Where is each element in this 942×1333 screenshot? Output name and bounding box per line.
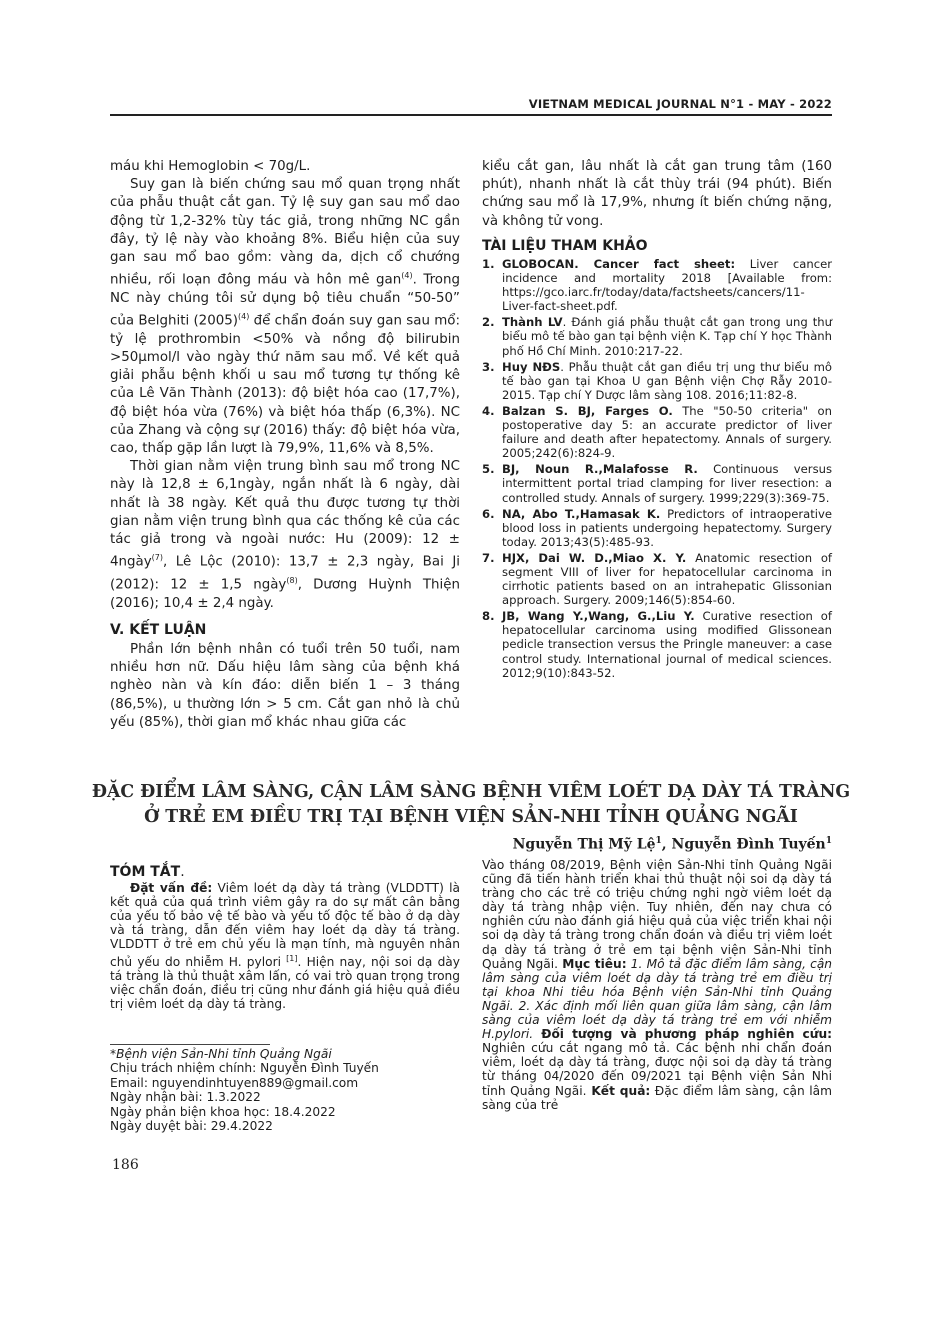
date-review: Ngày phản biện khoa học: 18.4.2022 — [110, 1104, 336, 1119]
paragraph: máu khi Hemoglobin < 70g/L. — [110, 159, 311, 174]
reference-item: 1. GLOBOCAN. Cancer fact sheet: Liver cancer incidence and mortality 2018 [Available from: https://gco.iarc.fr/today/data/factsheets/cancers/11-Liver-fact-sheet.pdf. — [482, 257, 832, 314]
journal-header: VIETNAM MEDICAL JOURNAL N°1 - MAY - 2022 — [528, 97, 832, 111]
corresponding-author: Chịu trách nhiệm chính: Nguyễn Đình Tuyến — [110, 1061, 379, 1076]
email: Email: nguyendinhtuyen889@gmail.com — [110, 1075, 359, 1090]
abstract-left — [110, 865, 460, 1011]
reference-item: 5. BJ, Noun R.,Malafosse R. Continuous versus intermittent portal triad clamping for liver resection: a controlled study. Annals of surgery. 1999;229(3):369-75. — [482, 462, 832, 505]
reference-item: 7. HJX, Dai W. D.,Miao X. Y. Anatomic resection of segment VIII of liver for hepatocellular carcinoma in cirrhotic patients based on an intrahepatic Glissonian approach. Surgery. 2009;146(5):854-60. — [482, 550, 832, 608]
reference-item: 3. Huy NĐS. Phẫu thuật cắt gan điều trị ung thư biểu mô tế bào gan tại Khoa U gan Bệnh viện Chợ Rẫy 2010-2015. Tạp chí Y Dược lâm sàng 108. 2016;11:82-8. — [482, 359, 832, 402]
abstract-heading: TÓM TẮT. — [110, 864, 185, 880]
paragraph: Đặt vấn đề: Viêm loét dạ dày tá tràng (VLDDTT) là kết quả của quá trình viêm gây ra do sự mất cân bằng của yếu tố bảo vệ tế bào và yếu tố độc tế bào ở dạ dày và tá tràng, dẫn đến viêm hay loét dạ dày tá tràng. VLDDTT ở trẻ em chủ yếu là mạn tính, mà nguyên nhân chủ yếu do nhiễm H. pylori [1]. Hiện nay, nội soi dạ dày tá tràng là thủ thuật xâm lấn, có vai trò quan trọng trong việc chẩn đoán, điều trị cũng như đánh giá hiệu quả điều trị viêm loét dạ dày tá tràng. — [110, 881, 460, 1011]
date-received: Ngày nhận bài: 1.3.2022 — [110, 1090, 261, 1105]
reference-item: 6. NA, Abo T.,Hamasak K. Predictors of intraoperative blood loss in patients undergoing hepatectomy. Surgery today. 2013;43(5):485-93. — [482, 506, 832, 549]
article-title-line: ĐẶC ĐIỂM LÂM SÀNG, CẬN LÂM SÀNG BỆNH VIÊM LOÉT DẠ DÀY TÁ TRÀNG — [91, 782, 851, 802]
reference-item: 8. JB, Wang Y.,Wang, G.,Liu Y. Curative resection of hepatocellular carcinoma using modified Glissonean pedicle transection versus the Pringle maneuver: a case control study. International journal of medical sciences. 2012;9(10):843-52. — [482, 609, 832, 680]
paragraph: Thời gian nằm viện trung bình sau mổ trong NC này là 12,8 ± 6,1ngày, ngắn nhất là 6 ngày, dài nhất là 38 ngày. Kết quả thu được tương tự thời gian nằm viện trung bình qua các thống kê của các tác giả trong và ngoài nước: Hu (2009): 12 ± 4ngày$^{(7)}$, Lê Lộc (2010): 13,7 ± 2,3 ngày, Bai Ji (2012): 12 ± 1,5 ngày$^{(8)}$, Dương Huỳnh Thiện (2016); 10,4 ± 2,4 ngày. — [110, 459, 460, 611]
page-number: 186 — [112, 1157, 139, 1173]
footnote-rule — [110, 1044, 270, 1045]
references-heading: TÀI LIỆU THAM KHẢO — [482, 237, 648, 254]
authors: Nguyễn Thị Mỹ Lệ$^1$, Nguyễn Đình Tuyến$^1$ — [512, 836, 832, 853]
date-accepted: Ngày duyệt bài: 29.4.2022 — [110, 1119, 273, 1134]
article-title — [60, 780, 882, 830]
paragraph: kiểu cắt gan, lâu nhất là cắt gan trung tâm (160 phút), nhanh nhất là cắt thùy trái (94 phút). Biến chứng sau mổ là 17,9%, nhưng ít biến chứng nặng, và không tử vong. — [482, 159, 832, 229]
header-rule — [110, 114, 832, 116]
section-heading: V. KẾT LUẬN — [110, 621, 207, 638]
article-title-line: Ở TRẺ EM ĐIỀU TRỊ TẠI BỆNH VIỆN SẢN-NHI TỈNH QUẢNG NGÃI — [144, 807, 798, 827]
reference-item: 4. Balzan S. BJ, Farges O. The "50-50 criteria" on postoperative day 5: an accurate predictor of liver failure and death after hepatectomy. Annals of surgery. 2005;242(6):824-9. — [482, 403, 832, 461]
footnote — [110, 1047, 440, 1133]
affiliation: *Bệnh viện Sản-Nhi tỉnh Quảng Ngãi — [110, 1047, 332, 1061]
left-column — [110, 158, 460, 732]
references-list — [482, 257, 832, 680]
paragraph: Vào tháng 08/2019, Bệnh viện Sản-Nhi tỉnh Quảng Ngãi cũng đã tiến hành triển khai thủ thuật nội soi dạ dày tá tràng cho các trẻ có triệu chứng nghi ngờ viêm loét dạ dày tá tràng nhập viện. Tuy nhiên, đến nay chưa có nghiên cứu nào đánh giá hiệu quả của việc triển khai nội soi dạ dày tá tràng trong chẩn đoán và điều trị viêm loét dạ dày tá tràng ở trẻ em tại bệnh viện Sản-Nhi tỉnh Quảng Ngãi. Mục tiêu: 1. Mô tả đặc điểm lâm sàng, cận lâm sàng của viêm loét dạ dày tá tràng trẻ em điều trị tại khoa Nhi tiêu hóa Bệnh viện Sản-Nhi tỉnh Quảng Ngãi. 2. Xác định mối liên quan giữa lâm sàng, cận lâm sàng của viêm loét dạ dày tá tràng trẻ em với nhiễm H.pylori. Đối tượng và phương pháp nghiên cứu: Nghiên cứu cắt ngang mô tả. Các bệnh nhi chẩn đoán viêm, loét dạ dày tá tràng, được nội soi dạ dày tá tràng từ tháng 04/2020 đến 09/2021 tại Bệnh viện Sản Nhi tỉnh Quảng Ngãi. Kết quả: Đặc điểm lâm sàng, cận lâm sàng của trẻ — [482, 858, 833, 1112]
reference-item: 2. Thành LV. Đánh giá phẫu thuật cắt gan trong ung thư biểu mô tế bào gan tại bệnh viện K. Tạp chí Y học Thành phố Hồ Chí Minh. 2010:217-22. — [482, 315, 833, 358]
abstract-right — [482, 858, 832, 1112]
paragraph: Suy gan là biến chứng sau mổ quan trọng nhất của phẫu thuật cắt gan. Tỷ lệ suy gan sau mổ dao động từ 1,2-32% tùy tác giả, trong những NC gần đây, tỷ lệ này vào khoảng 8%. Biểu hiện của suy gan sau mổ bao gồm: vàng da, dịch cổ chướng nhiều, rối loạn đông máu và hôn mê gan$^{(4)}$. Trong NC này chúng tôi sử dụng bộ tiêu chuẩn “50-50” của Belghiti $(2005)^{(4)}$ để chẩn đoán suy gan sau mổ: tỷ lệ prothrombin <50% và nồng độ bilirubin >50µmol/l vào ngày thứ năm sau mổ. Về kết quả giải phẫu bệnh khối u sau mổ tương tự thống kê của Lê Văn Thành (2013): độ biệt hóa cao (17,7%), độ biệt hóa vừa (76%) và biệt hóa thấp (6,3%). NC của Zhang và cộng sự (2016) thấy: độ biệt hóa vừa, cao, thấp gặp lần lượt là 79,9%, 11,6% và 8,5%. — [110, 177, 460, 456]
paragraph: Phần lớn bệnh nhân có tuổi trên 50 tuổi, nam nhiều hơn nữ. Dấu hiệu lâm sàng của bệnh khá nghèo nàn và kín đáo: diễn biến 1 – 3 tháng (86,5%), u thường lớn > 5 cm. Cắt gan nhỏ là chủ yếu (85%), thời gian mổ khác nhau giữa các — [110, 641, 460, 730]
right-column — [482, 158, 832, 682]
